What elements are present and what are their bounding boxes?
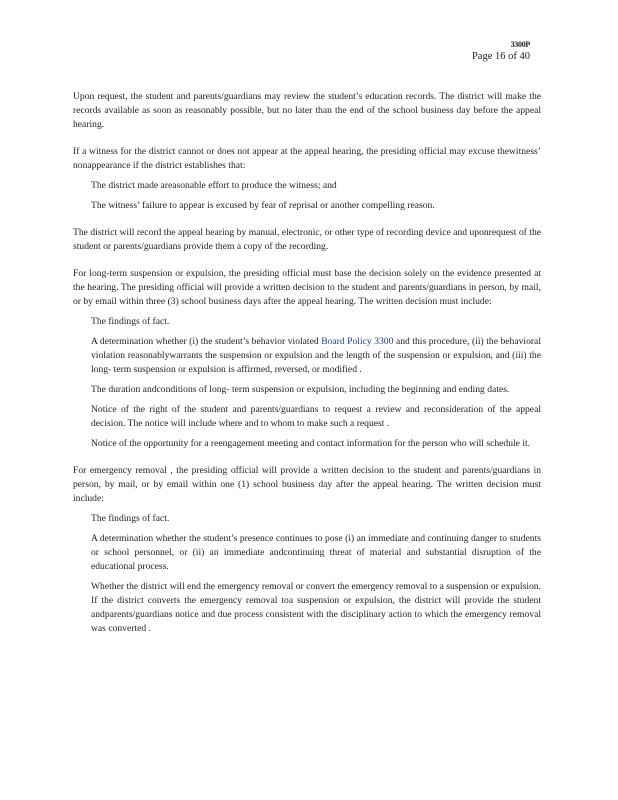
paragraph-records-review: Upon request, the student and parents/guardians may review the student’s education records. The district will make the records available as soon as reasonably possible, but no later than the end of the school business day before the appeal hearing. <box>73 91 541 130</box>
long-term-decision-list <box>73 315 541 451</box>
document-code: 3300P <box>510 40 530 49</box>
paragraph-recording: The district will record the appeal hearing by manual, electronic, or other type of recording device and uponrequest of the student or parents/guardians provide them a copy of the recording. <box>73 227 541 252</box>
list-item: The witness’ failure to appear is excused by fear of reprisal or another compelling reason. <box>91 200 435 211</box>
witness-conditions-list <box>73 179 541 213</box>
list-item: The findings of fact. <box>91 513 170 524</box>
page-number: Page 16 of 40 <box>471 51 530 62</box>
document-body <box>73 90 541 649</box>
emergency-decision-list <box>73 512 541 636</box>
paragraph-witness: If a witness for the district cannot or does not appear at the appeal hearing, the presiding official may excuse thewitness’ nonappearance if the district establishes that: <box>73 146 541 171</box>
list-item: The district made areasonable effort to produce the witness; and <box>91 180 337 191</box>
list-item: Notice of the right of the student and parents/guardians to request a review and reconsideration of the appeal decision. The notice will include where and to whom to make such a request . <box>91 404 541 429</box>
board-policy-link[interactable]: Board Policy 3300 <box>321 336 394 347</box>
list-item: A determination whether the student’s presence continues to pose (i) an immediate and continuing danger to students or school personnel, or (ii) an immediate andcontinuing threat of material and substantial disruption of the educational process. <box>91 533 541 572</box>
list-item: The findings of fact. <box>91 316 170 327</box>
list-item: Notice of the opportunity for a reengagement meeting and contact information for the person who will schedule it. <box>91 438 531 449</box>
paragraph-long-term: For long-term suspension or expulsion, the presiding official must base the decision solely on the evidence presented at the hearing. The presiding official will provide a written decision to the student and parents/guardians in person, by mail, or by email within three (3) school business days after the appeal hearing. The written decision must include: <box>73 268 541 307</box>
list-item: Whether the district will end the emergency removal or convert the emergency removal to a suspension or expulsion. If the district converts the emergency removal toa suspension or expulsion, the district will provide the student andparents/guardians notice and due process consistent with the disciplinary action to which the emergency removal was converted . <box>91 581 541 634</box>
list-item: The duration andconditions of long- term suspension or expulsion, including the beginning and ending dates. <box>91 384 510 395</box>
paragraph-emergency-removal: For emergency removal , the presiding official will provide a written decision to the student and parents/guardians in person, by mail, or by email within one (1) school business day after the appeal hearing. The written decision must include: <box>73 465 541 504</box>
list-item: A determination whether (i) the student’s behavior violated Board Policy 3300 and this procedure, (ii) the behavioral violation reasonablywarrants the suspension or expulsion and the length of the suspension or expulsion, and (iii) the long- term suspension or expulsion is affirmed, reversed, or modified . <box>91 336 541 375</box>
